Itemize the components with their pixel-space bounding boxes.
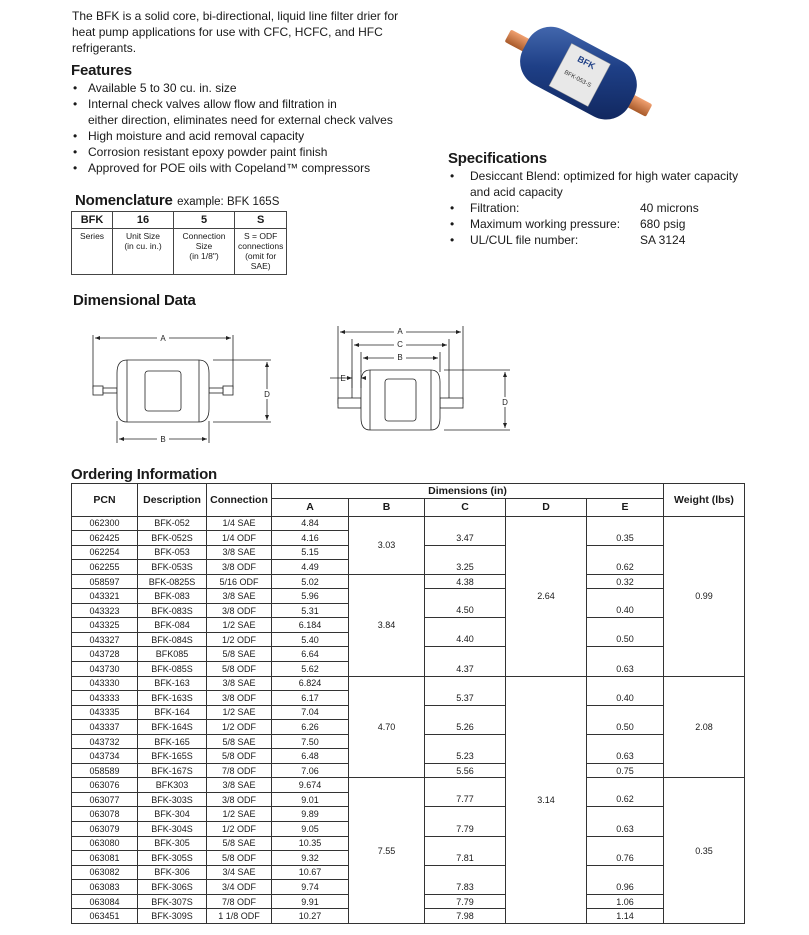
cell-a: 7.04 xyxy=(272,705,349,720)
cell-connection: 1/2 ODF xyxy=(207,822,272,837)
features-list xyxy=(71,80,431,176)
cell-b: 3.84 xyxy=(349,574,425,676)
cell-connection: 5/8 SAE xyxy=(207,836,272,851)
nom-desc xyxy=(72,229,113,275)
cell-connection: 3/8 ODF xyxy=(207,603,272,618)
header-c: C xyxy=(425,498,506,516)
dimension-drawing-sae xyxy=(85,325,290,447)
cell-description: BFK-306S xyxy=(138,880,207,895)
cell-pcn: 043325 xyxy=(72,618,138,633)
specifications-title: Specifications xyxy=(448,150,547,167)
cell-b: 7.55 xyxy=(349,778,425,923)
cell-a: 6.824 xyxy=(272,676,349,691)
cell-a: 10.27 xyxy=(272,909,349,924)
cell-c: 4.37 xyxy=(425,662,506,677)
nom-code: 16 xyxy=(113,212,174,229)
cell-b: 4.70 xyxy=(349,676,425,778)
nom-code: S xyxy=(235,212,287,229)
cell-c xyxy=(425,865,506,880)
cell-c: 4.50 xyxy=(425,603,506,618)
cell-pcn: 043330 xyxy=(72,676,138,691)
cell-pcn: 063080 xyxy=(72,836,138,851)
intro-text: The BFK is a solid core, bi-directional, liquid line filter drier for heat pump applications for use with CFC, HCFC, and HFC refrigerants. xyxy=(72,9,399,55)
cell-connection: 5/8 ODF xyxy=(207,749,272,764)
nom-desc xyxy=(235,229,287,275)
cell-pcn: 063077 xyxy=(72,792,138,807)
nom-desc-line: S = ODF xyxy=(244,231,278,241)
nom-desc-line: Series xyxy=(79,231,105,241)
cell-connection: 5/8 SAE xyxy=(207,647,272,662)
cell-a: 6.26 xyxy=(272,720,349,735)
cell-c: 3.47 xyxy=(425,531,506,546)
cell-description: BFK-306 xyxy=(138,865,207,880)
cell-description: BFK-084S xyxy=(138,632,207,647)
spec-label: Maximum working pressure: xyxy=(470,217,621,231)
cell-a: 6.184 xyxy=(272,618,349,633)
cell-e xyxy=(587,545,664,560)
cell-pcn: 062254 xyxy=(72,545,138,560)
ordering-table xyxy=(71,483,745,924)
cell-c xyxy=(425,778,506,793)
cell-e xyxy=(587,836,664,851)
cell-pcn: 063083 xyxy=(72,880,138,895)
nom-desc-line: connections xyxy=(238,241,284,251)
cell-connection: 1/2 SAE xyxy=(207,705,272,720)
header-a: A xyxy=(272,498,349,516)
cell-description: BFK-165S xyxy=(138,749,207,764)
cell-pcn: 043732 xyxy=(72,734,138,749)
cell-a: 7.06 xyxy=(272,763,349,778)
stub-right xyxy=(440,398,463,408)
cell-description: BFK-164 xyxy=(138,705,207,720)
cell-description: BFK-304 xyxy=(138,807,207,822)
cell-description: BFK-163S xyxy=(138,691,207,706)
cell-a: 9.91 xyxy=(272,894,349,909)
cell-e xyxy=(587,778,664,793)
cell-c xyxy=(425,647,506,662)
cell-a: 10.35 xyxy=(272,836,349,851)
cell-c: 7.98 xyxy=(425,909,506,924)
cell-connection: 5/16 ODF xyxy=(207,574,272,589)
dim-label-c: C xyxy=(397,340,403,349)
cell-connection: 3/8 SAE xyxy=(207,589,272,604)
table-row xyxy=(72,574,745,589)
cell-e: 0.32 xyxy=(587,574,664,589)
cell-a: 9.674 xyxy=(272,778,349,793)
dim-label-d: D xyxy=(502,398,508,407)
cell-a: 4.16 xyxy=(272,531,349,546)
cell-e: 0.62 xyxy=(587,792,664,807)
cell-description: BFK-053S xyxy=(138,560,207,575)
cell-connection: 3/8 ODF xyxy=(207,792,272,807)
spec-label: Filtration: xyxy=(470,201,520,215)
cell-connection: 1/4 ODF xyxy=(207,531,272,546)
cell-description: BFK-052 xyxy=(138,516,207,531)
feature-item: • Corrosion resistant epoxy powder paint finish xyxy=(71,144,431,160)
cell-c xyxy=(425,618,506,633)
cell-connection: 3/8 SAE xyxy=(207,676,272,691)
cell-description: BFK-307S xyxy=(138,894,207,909)
cell-a: 4.49 xyxy=(272,560,349,575)
cell-a: 9.05 xyxy=(272,822,349,837)
cell-a: 5.31 xyxy=(272,603,349,618)
feature-item: • Available 5 to 30 cu. in. size xyxy=(71,80,431,96)
header-e: E xyxy=(587,498,664,516)
cell-c: 4.40 xyxy=(425,632,506,647)
table-row xyxy=(72,516,745,531)
cell-pcn: 058597 xyxy=(72,574,138,589)
cell-pcn: 062255 xyxy=(72,560,138,575)
label-brand: BFK xyxy=(575,53,597,72)
cell-e: 0.35 xyxy=(587,531,664,546)
cell-description: BFK-0825S xyxy=(138,574,207,589)
header-d: D xyxy=(506,498,587,516)
cell-connection: 5/8 ODF xyxy=(207,662,272,677)
cell-pcn: 063076 xyxy=(72,778,138,793)
cell-description: BFK303 xyxy=(138,778,207,793)
cell-c xyxy=(425,676,506,691)
cell-e: 0.63 xyxy=(587,822,664,837)
nomenclature-table xyxy=(71,211,287,275)
nom-desc xyxy=(113,229,174,275)
dim-label-b: B xyxy=(397,353,403,362)
header-dimensions: Dimensions (in) xyxy=(272,484,664,499)
cell-d: 2.64 xyxy=(506,516,587,676)
cell-connection: 1/4 SAE xyxy=(207,516,272,531)
cell-c xyxy=(425,589,506,604)
cell-e: 0.50 xyxy=(587,632,664,647)
dim-label-b: B xyxy=(160,435,166,444)
cell-c xyxy=(425,836,506,851)
cell-e xyxy=(587,676,664,691)
cell-c xyxy=(425,516,506,531)
dim-label-d: D xyxy=(264,390,270,399)
cell-e: 0.63 xyxy=(587,749,664,764)
cell-e xyxy=(587,516,664,531)
cell-a: 7.50 xyxy=(272,734,349,749)
spec-value: 40 microns xyxy=(640,201,699,215)
cell-pcn: 043337 xyxy=(72,720,138,735)
cell-connection: 1/2 SAE xyxy=(207,618,272,633)
cell-c: 7.81 xyxy=(425,851,506,866)
cell-e xyxy=(587,618,664,633)
cell-e xyxy=(587,647,664,662)
cell-pcn: 063451 xyxy=(72,909,138,924)
cell-a: 6.64 xyxy=(272,647,349,662)
dim-label-a: A xyxy=(397,327,403,336)
cell-pcn: 063081 xyxy=(72,851,138,866)
nomenclature-heading xyxy=(75,192,279,210)
cell-weight: 0.35 xyxy=(664,778,745,923)
spec-row: • Desiccant Blend: optimized for high water capacity xyxy=(450,169,739,183)
cell-c xyxy=(425,807,506,822)
cell-e: 0.96 xyxy=(587,880,664,895)
cell-description: BFK-167S xyxy=(138,763,207,778)
cell-pcn: 062425 xyxy=(72,531,138,546)
cell-a: 10.67 xyxy=(272,865,349,880)
feature-item: • Approved for POE oils with Copeland™ compressors xyxy=(71,160,431,176)
cell-pcn: 063079 xyxy=(72,822,138,837)
cell-connection: 3/8 ODF xyxy=(207,691,272,706)
spec-row xyxy=(448,184,778,200)
cell-pcn: 043734 xyxy=(72,749,138,764)
cell-a: 6.17 xyxy=(272,691,349,706)
cell-pcn: 058589 xyxy=(72,763,138,778)
cell-description: BFK-303S xyxy=(138,792,207,807)
cell-connection: 1/2 ODF xyxy=(207,632,272,647)
label-model: BFK-053-S xyxy=(562,69,592,89)
cell-c: 7.79 xyxy=(425,894,506,909)
cell-description: BFK-305 xyxy=(138,836,207,851)
cell-pcn: 043335 xyxy=(72,705,138,720)
cell-a: 9.74 xyxy=(272,880,349,895)
cell-c xyxy=(425,545,506,560)
cell-description: BFK-165 xyxy=(138,734,207,749)
nomenclature-title: Nomenclature xyxy=(75,192,173,209)
stub-left xyxy=(103,388,117,393)
cell-a: 9.32 xyxy=(272,851,349,866)
cell-e: 0.76 xyxy=(587,851,664,866)
cell-description: BFK-052S xyxy=(138,531,207,546)
cell-pcn: 043730 xyxy=(72,662,138,677)
cell-c: 5.23 xyxy=(425,749,506,764)
cell-pcn: 043728 xyxy=(72,647,138,662)
cell-connection: 1/2 ODF xyxy=(207,720,272,735)
cell-e: 1.14 xyxy=(587,909,664,924)
cell-c: 4.38 xyxy=(425,574,506,589)
cell-description: BFK-163 xyxy=(138,676,207,691)
nom-desc xyxy=(174,229,235,275)
cell-c: 7.77 xyxy=(425,792,506,807)
cell-b: 3.03 xyxy=(349,516,425,574)
nomenclature-example: example: BFK 165S xyxy=(177,196,280,208)
stub-left xyxy=(338,398,361,408)
cell-connection: 3/4 SAE xyxy=(207,865,272,880)
cell-connection: 3/4 ODF xyxy=(207,880,272,895)
header-weight: Weight (lbs) xyxy=(664,484,745,517)
dim-label-a: A xyxy=(160,334,166,343)
cell-pcn: 063084 xyxy=(72,894,138,909)
cell-connection: 7/8 ODF xyxy=(207,763,272,778)
spec-label: UL/CUL file number: xyxy=(470,233,579,247)
nom-desc-line: Connection Size xyxy=(182,231,226,251)
cell-c xyxy=(425,734,506,749)
label-outline xyxy=(385,379,416,421)
cell-pcn: 043333 xyxy=(72,691,138,706)
cell-connection: 5/8 SAE xyxy=(207,734,272,749)
nom-desc-line: (in 1/8") xyxy=(189,251,219,261)
cell-description: BFK-083 xyxy=(138,589,207,604)
nom-code: 5 xyxy=(174,212,235,229)
cell-pcn: 062300 xyxy=(72,516,138,531)
cell-e: 0.63 xyxy=(587,662,664,677)
cell-c: 7.79 xyxy=(425,822,506,837)
stub-right xyxy=(209,388,223,393)
cell-e xyxy=(587,865,664,880)
cell-a: 5.02 xyxy=(272,574,349,589)
cell-connection: 3/8 SAE xyxy=(207,545,272,560)
spec-row: • UL/CUL file number: SA 3124 xyxy=(450,233,686,247)
cell-description: BFK085 xyxy=(138,647,207,662)
cell-c: 3.25 xyxy=(425,560,506,575)
cell-a: 5.96 xyxy=(272,589,349,604)
cell-e xyxy=(587,589,664,604)
cell-connection: 1 1/8 ODF xyxy=(207,909,272,924)
spec-row: • Maximum working pressure: 680 psig xyxy=(450,217,686,231)
header-connection: Connection xyxy=(207,484,272,517)
cell-description: BFK-083S xyxy=(138,603,207,618)
spec-desiccant-cont: and acid capacity xyxy=(470,185,563,199)
cell-a: 5.15 xyxy=(272,545,349,560)
cell-description: BFK-304S xyxy=(138,822,207,837)
cell-e: 0.75 xyxy=(587,763,664,778)
cell-pcn: 043327 xyxy=(72,632,138,647)
cell-a: 4.84 xyxy=(272,516,349,531)
table-row xyxy=(72,778,745,793)
header-description: Description xyxy=(138,484,207,517)
cell-e: 0.40 xyxy=(587,603,664,618)
cell-e: 1.06 xyxy=(587,894,664,909)
cell-e: 0.62 xyxy=(587,560,664,575)
ordering-title: Ordering Information xyxy=(71,466,218,483)
cell-description: BFK-085S xyxy=(138,662,207,677)
product-photo xyxy=(498,8,658,140)
cell-d: 3.14 xyxy=(506,676,587,923)
cell-weight: 0.99 xyxy=(664,516,745,676)
cell-description: BFK-084 xyxy=(138,618,207,633)
nom-desc-line: (in cu. in.) xyxy=(124,241,162,251)
cell-description: BFK-305S xyxy=(138,851,207,866)
specifications-list xyxy=(448,168,778,248)
cell-c: 5.26 xyxy=(425,720,506,735)
cell-description: BFK-164S xyxy=(138,720,207,735)
flare-nut-right xyxy=(223,386,233,395)
spec-row: • Filtration: 40 microns xyxy=(450,201,699,215)
feature-item: • High moisture and acid removal capacity xyxy=(71,128,431,144)
nom-code: BFK xyxy=(72,212,113,229)
spec-value: SA 3124 xyxy=(640,233,686,247)
cell-c: 5.56 xyxy=(425,763,506,778)
table-row xyxy=(72,676,745,691)
cell-pcn: 043323 xyxy=(72,603,138,618)
cell-connection: 1/2 SAE xyxy=(207,807,272,822)
cell-connection: 7/8 ODF xyxy=(207,894,272,909)
flare-nut-left xyxy=(93,386,103,395)
nom-desc-line: Unit Size xyxy=(125,231,160,241)
cell-connection: 3/8 ODF xyxy=(207,560,272,575)
feature-item-cont: either direction, eliminates need for external check valves xyxy=(88,113,393,127)
cell-a: 6.48 xyxy=(272,749,349,764)
feature-item: • Internal check valves allow flow and filtration in xyxy=(71,96,431,112)
cell-connection: 3/8 SAE xyxy=(207,778,272,793)
cell-c: 5.37 xyxy=(425,691,506,706)
cell-pcn: 063082 xyxy=(72,865,138,880)
spec-desiccant: Desiccant Blend: optimized for high water capacity xyxy=(470,169,739,183)
header-b: B xyxy=(349,498,425,516)
features-title: Features xyxy=(71,62,132,79)
cell-e: 0.40 xyxy=(587,691,664,706)
header-pcn: PCN xyxy=(72,484,138,517)
cell-a: 9.01 xyxy=(272,792,349,807)
cell-e xyxy=(587,734,664,749)
cell-e: 0.50 xyxy=(587,720,664,735)
cell-a: 5.62 xyxy=(272,662,349,677)
cell-description: BFK-309S xyxy=(138,909,207,924)
cell-a: 9.89 xyxy=(272,807,349,822)
dim-label-e: E xyxy=(340,374,346,383)
label-outline xyxy=(145,371,181,411)
cell-c: 7.83 xyxy=(425,880,506,895)
dimension-drawing-odf xyxy=(330,322,530,444)
cell-a: 5.40 xyxy=(272,632,349,647)
cell-c xyxy=(425,705,506,720)
spec-value: 680 psig xyxy=(640,217,686,231)
nom-desc-line: (omit for SAE) xyxy=(245,251,277,271)
cell-pcn: 063078 xyxy=(72,807,138,822)
cell-e xyxy=(587,705,664,720)
dimensional-title: Dimensional Data xyxy=(73,292,196,309)
cell-e xyxy=(587,807,664,822)
cell-pcn: 043321 xyxy=(72,589,138,604)
cell-description: BFK-053 xyxy=(138,545,207,560)
cell-weight: 2.08 xyxy=(664,676,745,778)
cell-connection: 5/8 ODF xyxy=(207,851,272,866)
